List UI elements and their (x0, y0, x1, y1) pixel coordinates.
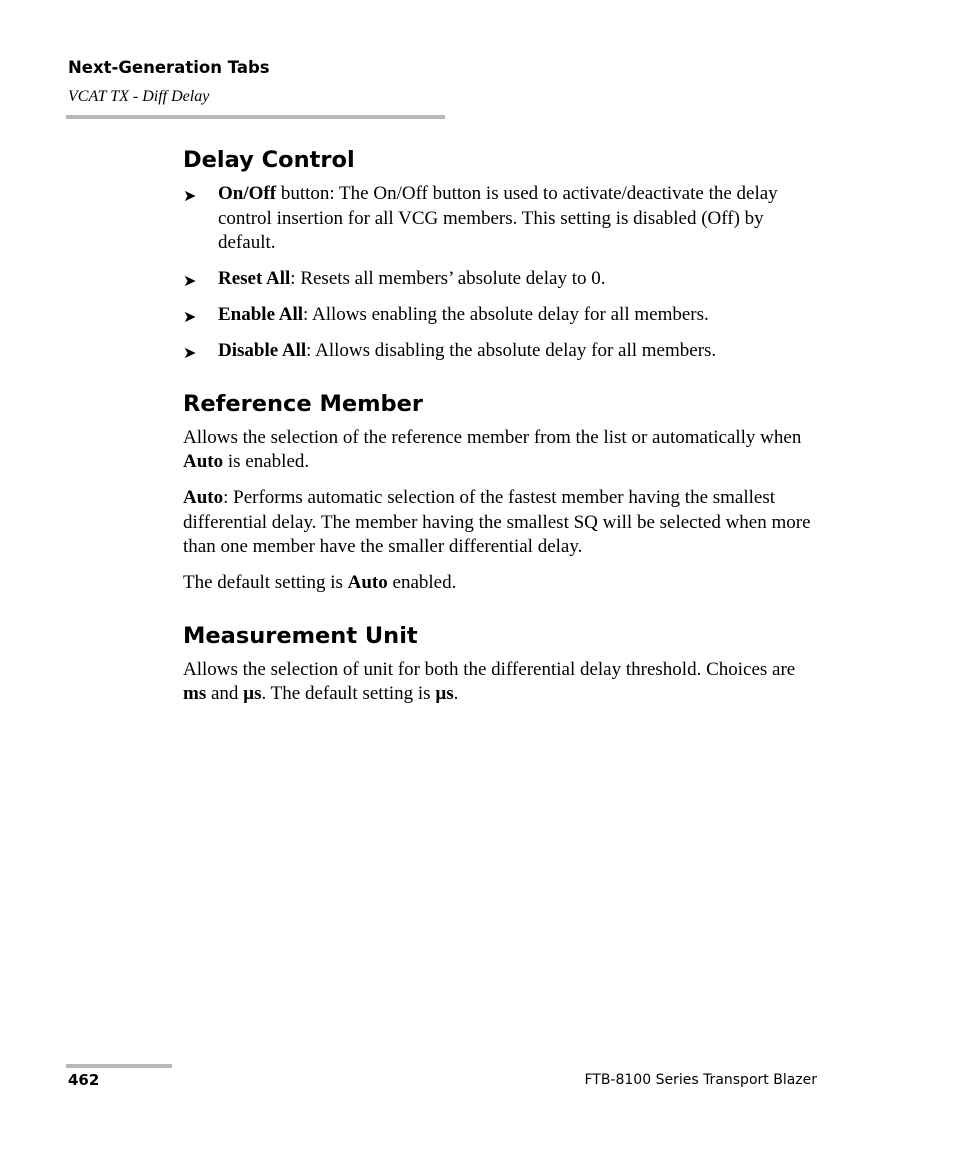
text-run: enabled. (387, 572, 457, 593)
text-run: and (206, 683, 244, 704)
measurement-unit-section (183, 618, 823, 707)
footer-rule (66, 1064, 172, 1068)
list-item (183, 182, 823, 256)
bold-term: Auto (347, 572, 388, 593)
arrow-bullet-icon: ➤ (183, 343, 197, 362)
bold-term: µs (435, 683, 454, 704)
text-run: Allows the selection of the reference member from the list or automatically when (183, 426, 802, 448)
text-run: . (453, 683, 459, 704)
product-title: FTB-8100 Series Transport Blazer (584, 1072, 817, 1088)
text-run: The default setting is (183, 572, 348, 593)
text-run: : Performs automatic selection of the fastest member having the smallest differential delay. The member having the smallest SQ will be selected when more than one member have the smaller differential delay. (183, 487, 811, 557)
reference-member-section (183, 386, 823, 596)
page-number: 462 (68, 1071, 100, 1089)
reference-member-heading: Reference Member (183, 390, 423, 417)
item-term: Reset All (218, 268, 291, 289)
chapter-title: Next-Generation Tabs (68, 58, 270, 77)
item-text: : Resets all members’ absolute delay to 0. (290, 268, 606, 289)
text-run: Allows the selection of unit for both the differential delay threshold. Choices are (183, 658, 796, 680)
delay-control-heading: Delay Control (183, 147, 355, 173)
delay-control-section (183, 142, 823, 364)
bold-term: Auto (183, 487, 224, 508)
bold-term: Auto (183, 451, 224, 472)
item-text: button: The On/Off button is used to activate/deactivate the delay control insertion for all VCG members. This setting is disabled (Off) by default. (218, 183, 778, 253)
arrow-bullet-icon: ➤ (183, 186, 197, 205)
item-term: Enable All (218, 304, 303, 325)
arrow-bullet-icon: ➤ (183, 307, 197, 326)
header-rule (66, 115, 445, 119)
paragraph (183, 426, 823, 475)
list-item (183, 267, 823, 292)
list-item (183, 303, 823, 328)
list-item (183, 339, 823, 364)
paragraph (183, 658, 823, 707)
section-subtitle: VCAT TX - Diff Delay (68, 88, 210, 105)
item-text: : Allows disabling the absolute delay for all members. (306, 340, 717, 361)
measurement-unit-heading: Measurement Unit (183, 622, 418, 649)
bold-term: ms (183, 683, 207, 704)
item-term: On/Off (218, 183, 277, 204)
paragraph (183, 571, 823, 596)
text-run: is enabled. (223, 451, 310, 472)
text-run: . The default setting is (261, 683, 436, 704)
delay-control-list (183, 182, 823, 364)
item-text: : Allows enabling the absolute delay for all members. (303, 304, 709, 325)
arrow-bullet-icon: ➤ (183, 271, 197, 290)
bold-term: µs (243, 683, 262, 704)
paragraph (183, 486, 823, 560)
main-content (183, 142, 823, 718)
item-term: Disable All (218, 340, 307, 361)
